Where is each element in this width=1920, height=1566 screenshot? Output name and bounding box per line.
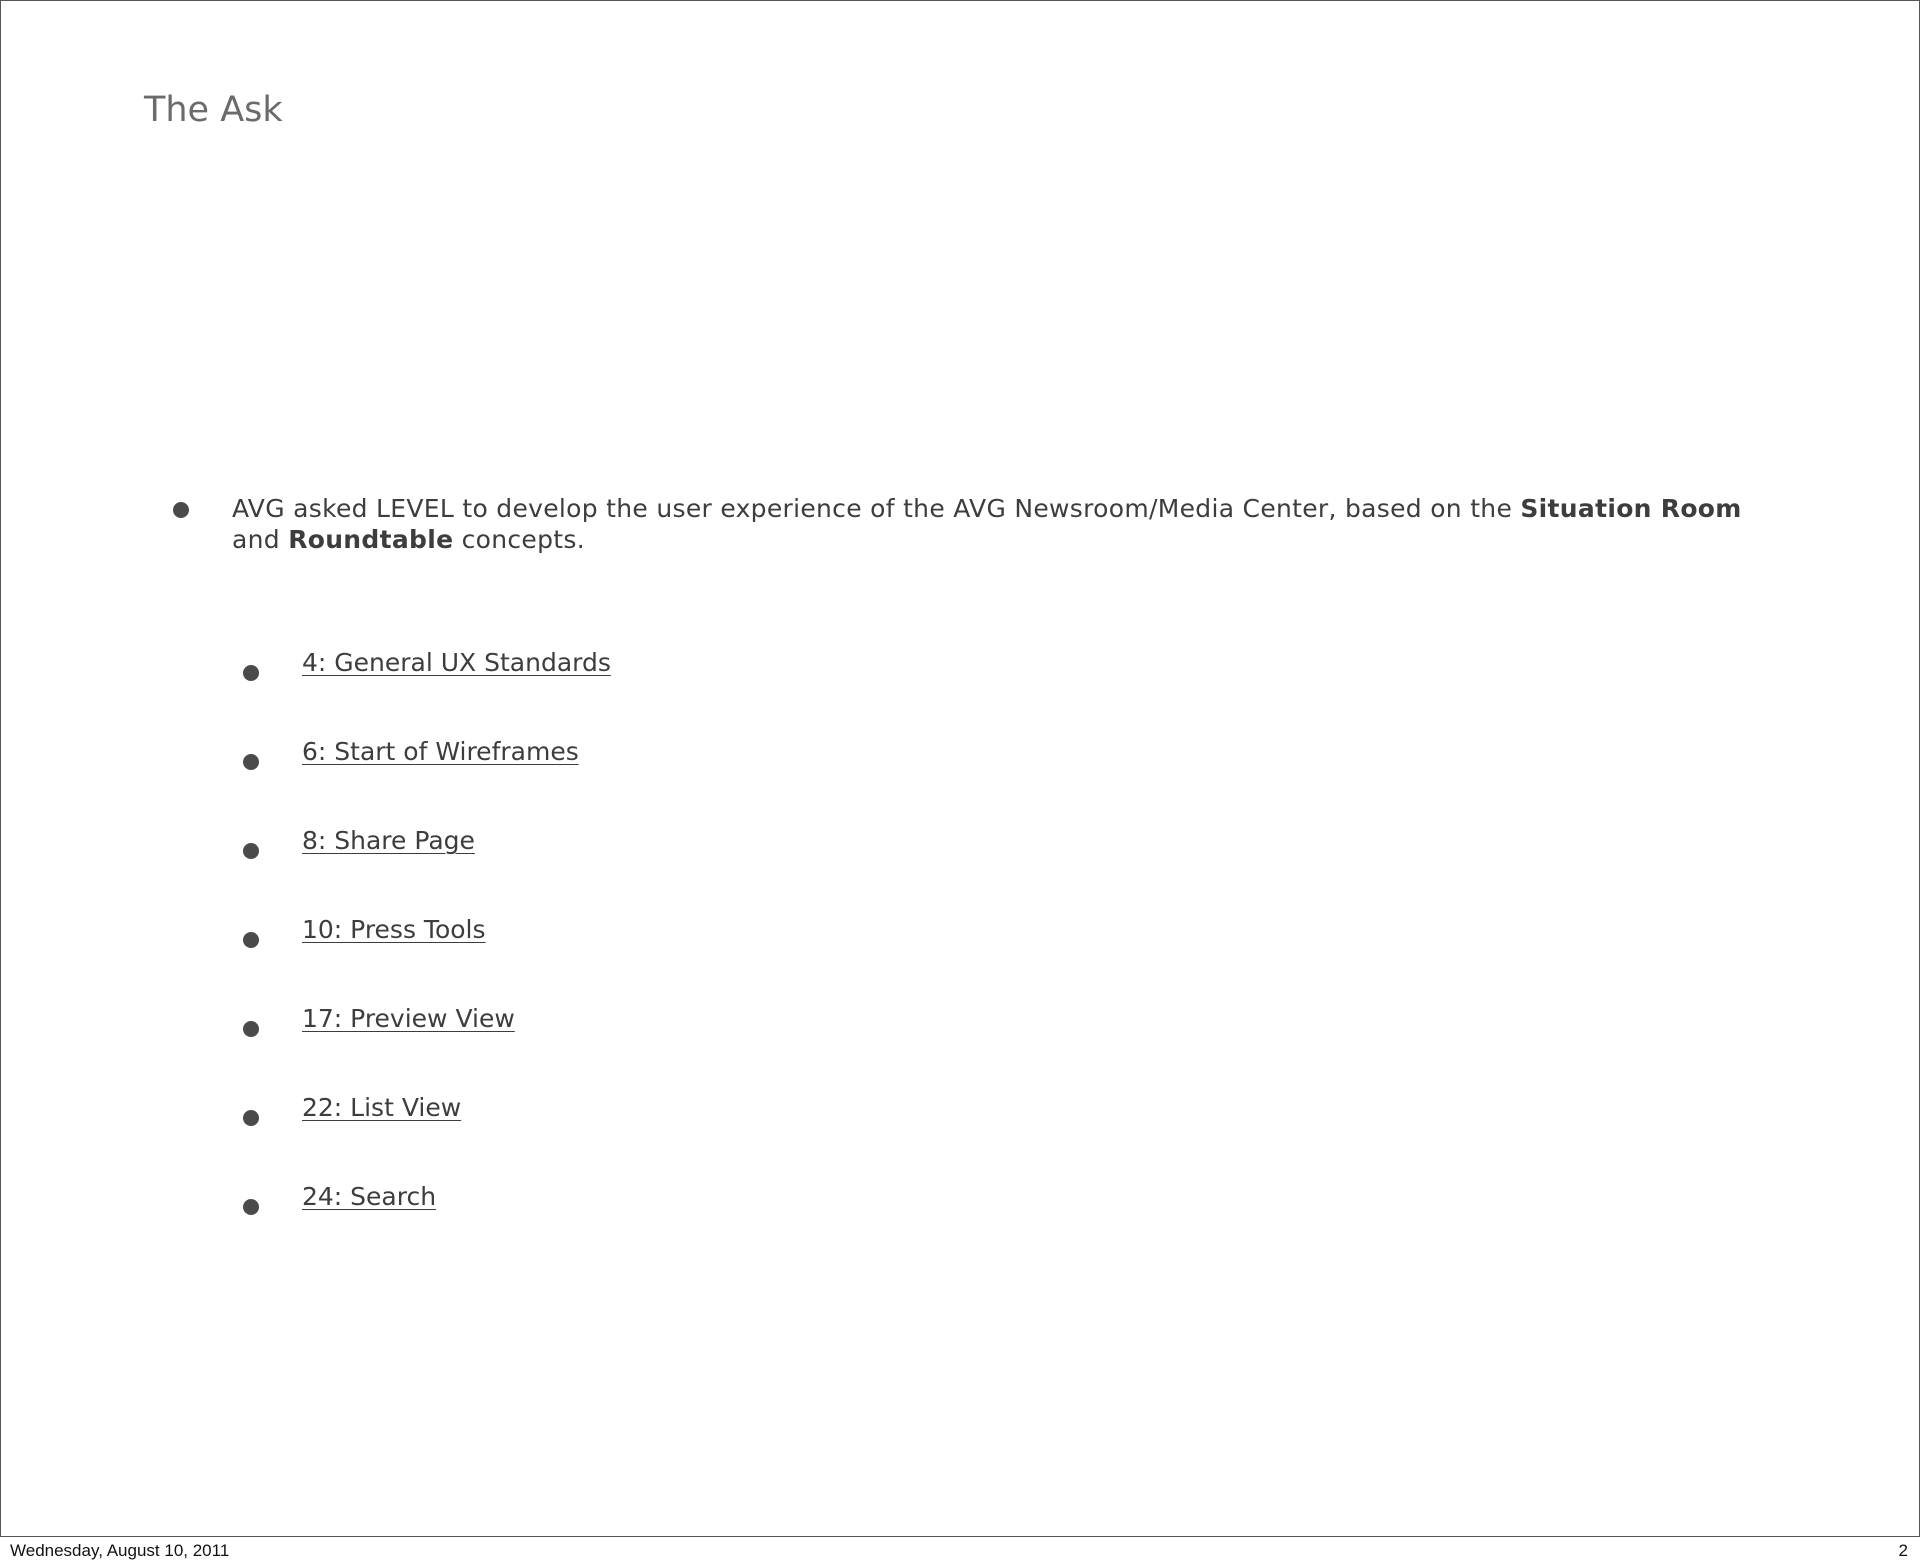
slide-title: The Ask	[144, 90, 283, 130]
bullet-dot-icon	[243, 1021, 259, 1037]
list-item	[243, 802, 611, 891]
page-number: 2	[1898, 1541, 1908, 1560]
main-text-part-1: AVG asked LEVEL to develop the user experience of the AVG Newsroom/Media Center, based on the	[232, 494, 1521, 523]
footer-date: Wednesday, August 10, 2011	[10, 1541, 230, 1560]
list-item	[243, 713, 611, 802]
main-bullet-text	[232, 493, 1793, 555]
link-general-ux-standards[interactable]: 4: General UX Standards	[302, 648, 611, 677]
list-item	[243, 1069, 611, 1158]
bullet-dot-icon	[243, 843, 259, 859]
bullet-dot-icon	[243, 1199, 259, 1215]
link-start-of-wireframes[interactable]: 6: Start of Wireframes	[302, 737, 579, 766]
list-item	[243, 891, 611, 980]
bullet-dot-icon	[243, 754, 259, 770]
link-search[interactable]: 24: Search	[302, 1182, 437, 1211]
link-preview-view[interactable]: 17: Preview View	[302, 1004, 515, 1033]
bullet-dot-icon	[243, 1110, 259, 1126]
bullet-dot-icon	[173, 502, 189, 518]
situation-room-bold: Situation Room	[1520, 494, 1742, 523]
bullet-dot-icon	[243, 932, 259, 948]
main-text-part-3: concepts.	[453, 525, 585, 554]
section-links-list	[243, 624, 611, 1247]
main-text-part-2: and	[232, 525, 289, 554]
list-item	[243, 980, 611, 1069]
roundtable-bold: Roundtable	[288, 525, 454, 554]
main-bullet-item	[173, 493, 1793, 555]
link-list-view[interactable]: 22: List View	[302, 1093, 462, 1122]
link-share-page[interactable]: 8: Share Page	[302, 826, 475, 855]
list-item	[243, 1158, 611, 1247]
link-press-tools[interactable]: 10: Press Tools	[302, 915, 486, 944]
bullet-dot-icon	[243, 665, 259, 681]
list-item	[243, 624, 611, 713]
